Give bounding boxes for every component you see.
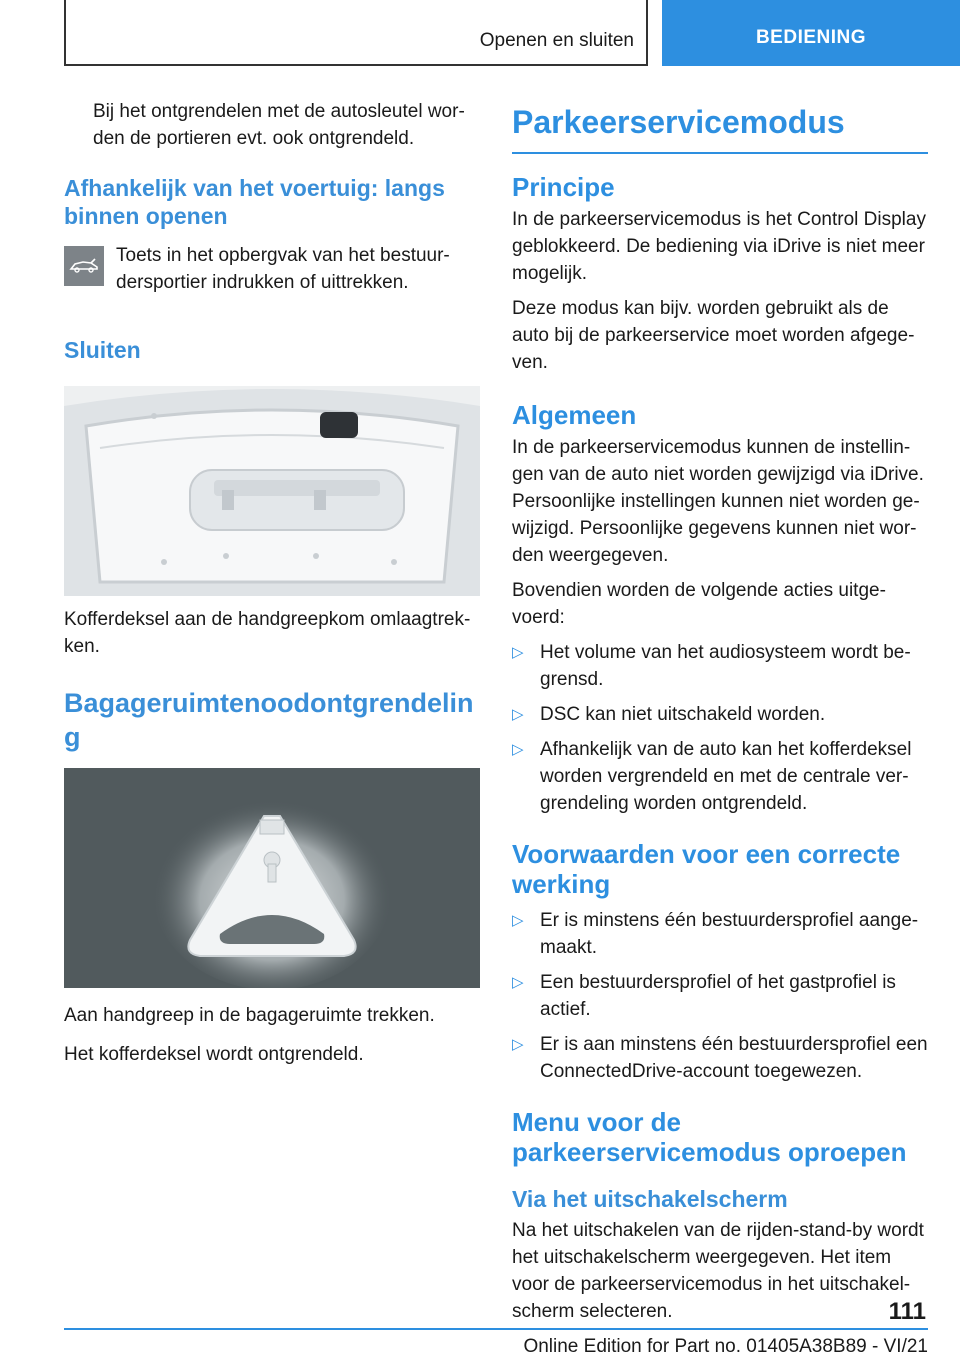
bullet-list-conditions (512, 907, 928, 1085)
list-item (512, 1031, 928, 1085)
list-item (512, 639, 928, 693)
header-chapter-tab: BEDIENING (662, 0, 960, 66)
header-divider-right (646, 0, 648, 66)
triangle-bullet-icon: ▷ (512, 912, 524, 929)
bullet-list-actions (512, 639, 928, 817)
triangle-bullet-icon: ▷ (512, 741, 524, 758)
heading-via-uitschakelscherm: Via het uitschakelscherm (512, 1186, 788, 1212)
intro-paragraph: Bij het ontgrendelen met de autosleutel wor-den de portieren evt. ook ontgrendeld. (93, 101, 465, 149)
emergency-release-image (64, 768, 480, 988)
heading-voorwaarden: Voorwaarden voor een correcte werking (512, 839, 901, 899)
header-divider-left (64, 0, 66, 66)
header-section-title: Openen en sluiten (479, 30, 634, 51)
right-column (512, 98, 928, 1325)
triangle-bullet-icon: ▷ (512, 644, 524, 661)
list-item-text: Afhankelijk van de auto kan het kofferdeksel worden vergrendeld en met de centrale ver-grendeling worden ontgrendeld. (540, 739, 912, 814)
nood-text-2: Het kofferdeksel wordt ontgrendeld. (64, 1044, 364, 1065)
icon-instruction (64, 242, 480, 296)
list-item-text: DSC kan niet uitschakeld worden. (540, 704, 826, 725)
triangle-bullet-icon: ▷ (512, 1036, 524, 1053)
heading-noodontgrendeling: Bagageruimtenoodontgrendelin g (64, 688, 474, 752)
heading-sluiten: Sluiten (64, 337, 141, 363)
triangle-bullet-icon: ▷ (512, 974, 524, 991)
heading-principe: Principe (512, 172, 615, 202)
algemeen-paragraph-1: In de parkeerservicemodus kunnen de instellin-gen van de auto niet worden gewijzigd via iDrive. Persoonlijke instellingen kunnen niet worden ge-wijzigd. Persoonlijke gegevens kunnen niet wor-den weergegeven. (512, 437, 924, 566)
list-item-text: Het volume van het audiosysteem wordt be-grensd. (540, 642, 911, 690)
car-trunk-icon (64, 246, 104, 286)
list-item-text: Er is minstens één bestuurdersprofiel aange-maakt. (540, 910, 919, 958)
langs-binnen-text: Toets in het opbergvak van het bestuur-dersportier indrukken of uittrekken. (116, 245, 450, 293)
trunk-lid-image (64, 386, 480, 596)
triangle-bullet-icon: ▷ (512, 706, 524, 723)
via-paragraph: Na het uitschakelen van de rijden-stand-by wordt het uitschakelscherm weergegeven. Het item voor de parkeerservicemodus in het uitschakel-scherm selecteren. (512, 1220, 924, 1322)
heading-algemeen: Algemeen (512, 400, 637, 430)
nood-text-1: Aan handgreep in de bagageruimte trekken. (64, 1005, 435, 1026)
heading-menu-oproepen: Menu voor de parkeerservicemodus oproepen (512, 1107, 907, 1167)
list-item (512, 736, 928, 817)
sluiten-text: Kofferdeksel aan de handgreepkom omlaagtrek-ken. (64, 609, 471, 657)
page-number: 111 (888, 1298, 926, 1325)
header-rule (64, 64, 648, 66)
heading-parkeerservicemodus: Parkeerservicemodus (512, 102, 928, 154)
list-item-text: Er is aan minstens één bestuurdersprofiel een ConnectedDrive-account toegewezen. (540, 1034, 928, 1082)
list-item (512, 969, 928, 1023)
list-item-text: Een bestuurdersprofiel of het gastprofiel is actief. (540, 972, 896, 1020)
heading-langs-binnen: Afhankelijk van het voertuig: langs binnen openen (64, 175, 445, 229)
principe-paragraph-1: In de parkeerservicemodus is het Control Display geblokkeerd. De bediening via iDrive is niet meer mogelijk. (512, 209, 926, 284)
footer-edition: Online Edition for Part no. 01405A38B89 - VI/21 (523, 1336, 928, 1357)
left-column (64, 98, 480, 1068)
principe-paragraph-2: Deze modus kan bijv. worden gebruikt als de auto bij de parkeerservice moet worden afgege-ven. (512, 298, 915, 373)
list-item (512, 701, 928, 728)
footer-rule (64, 1328, 928, 1330)
list-item (512, 907, 928, 961)
algemeen-paragraph-2: Bovendien worden de volgende acties uitge-voerd: (512, 580, 886, 628)
